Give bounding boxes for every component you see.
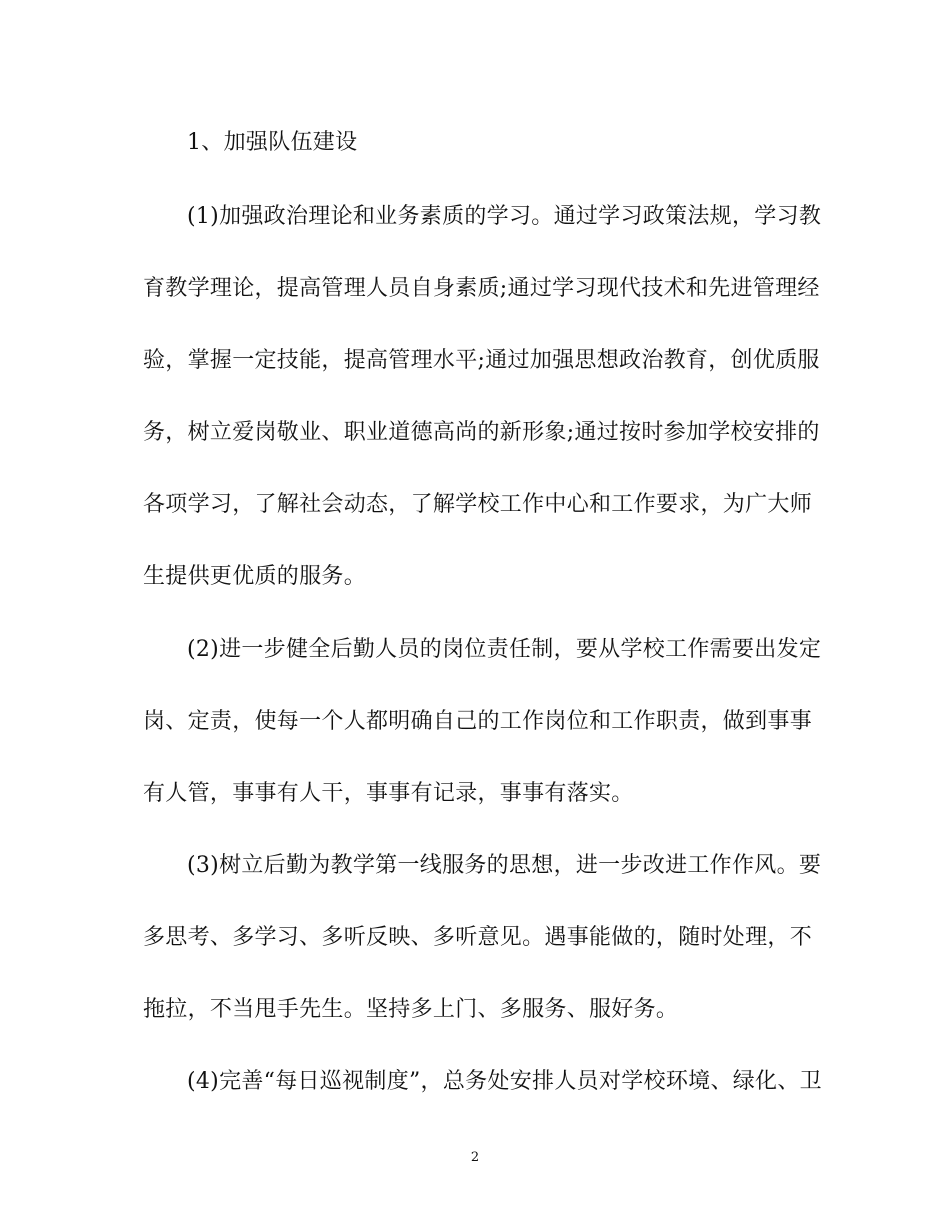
paragraph-line: 育教学理论，提高管理人员自身素质;通过学习现代技术和先进管理经: [143, 276, 820, 301]
paragraph-line: 有人管，事事有人干，事事有记录，事事有落实。: [143, 781, 634, 806]
paragraph-line: 务，树立爱岗敬业、职业道德高尚的新形象;通过按时参加学校安排的: [143, 420, 820, 445]
paragraph-line: 拖拉，不当甩手先生。坚持多上门、多服务、服好务。: [143, 997, 679, 1022]
paragraph-line: (2)进一步健全后勤人员的岗位责任制，要从学校工作需要出发定: [187, 637, 822, 662]
paragraph-line: (3)树立后勤为教学第一线服务的思想，进一步改进工作作风。要: [187, 853, 822, 878]
section-heading: 1、加强队伍建设: [187, 130, 358, 155]
paragraph-line: 多思考、多学习、多听反映、多听意见。遇事能做的，随时处理，不: [143, 925, 813, 950]
paragraph-line: 验，掌握一定技能，提高管理水平;通过加强思想政治教育，创优质服: [143, 348, 820, 373]
paragraph-line: 岗、定责，使每一个人都明确自己的工作岗位和工作职责，做到事事: [143, 709, 813, 734]
paragraph-line: 生提供更优质的服务。: [143, 564, 367, 589]
page-number: 2: [470, 1150, 480, 1165]
paragraph-line: (1)加强政治理论和业务素质的学习。通过学习政策法规，学习教: [187, 204, 822, 229]
paragraph-line: (4)完善“每日巡视制度”，总务处安排人员对学校环境、绿化、卫: [187, 1069, 822, 1094]
paragraph-line: 各项学习，了解社会动态，了解学校工作中心和工作要求，为广大师: [143, 492, 813, 517]
